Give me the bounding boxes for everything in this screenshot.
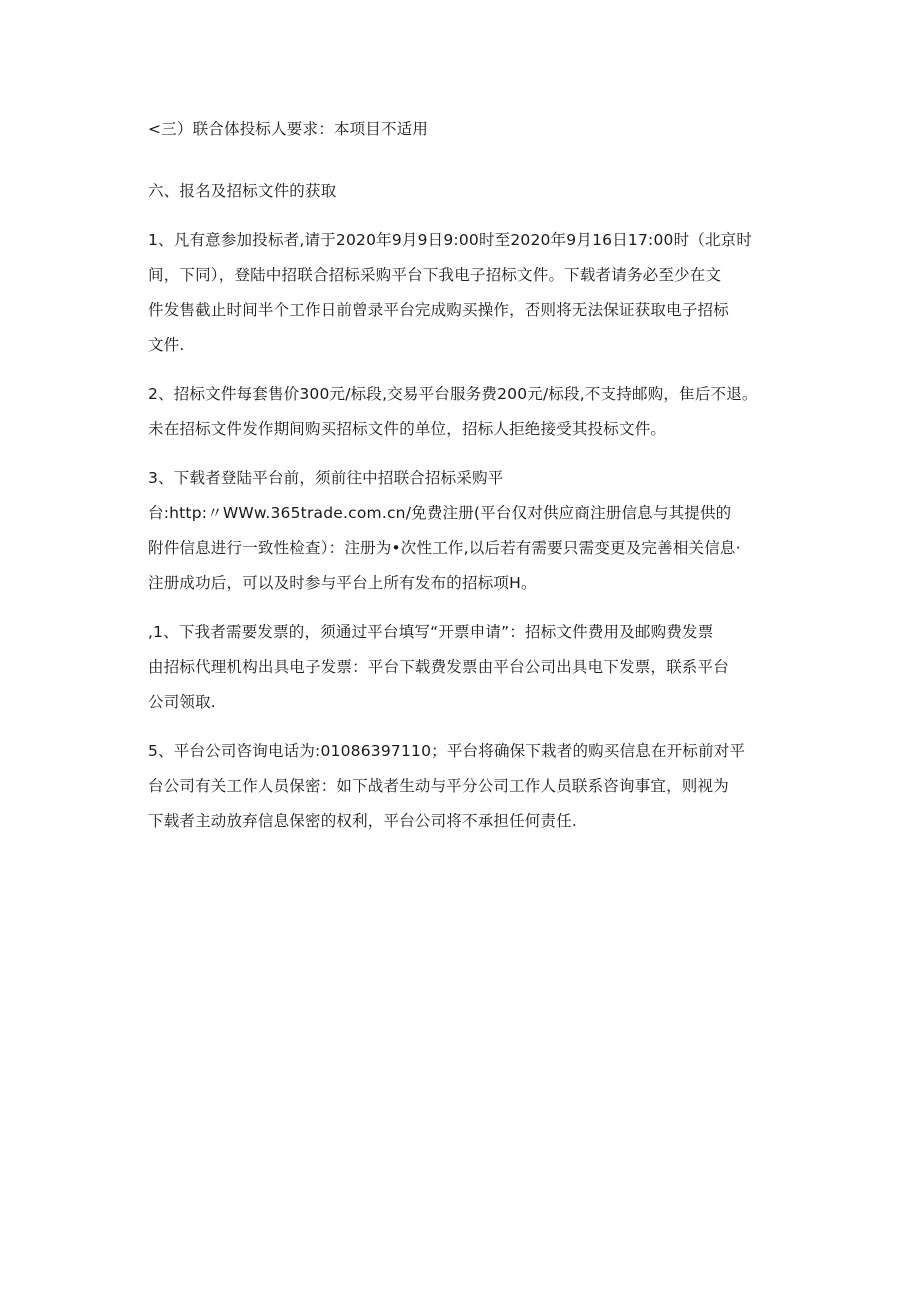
paragraph-line: 台公司有关工作人员保密：如下战者生动与平分公司工作人员联系咨询事宜，则视为 (148, 777, 729, 795)
paragraph-line: 5、平台公司咨询电话为:01086397110；平台将确保下栽者的购买信息在开标前对平 (148, 742, 746, 760)
paragraph-line: 2、招标文件每套售价300元/标段,交易平台服务费200元/标段,不支持邮购，隹后不退。 (148, 385, 758, 403)
paragraph-line: 件发售截止时间半个工作日前曾录平台完成购买操作，否则将无法保证获取电子招标 (148, 301, 729, 319)
paragraph-line: 注册成功后，可以及时参与平台上所有发布的招标项H。 (148, 574, 537, 592)
section-title (148, 174, 788, 209)
paragraph-line: 由招标代理机构出具电子发票：平台下载费发票由平台公司出具电下发票，联系平台 (148, 658, 729, 676)
section-title-text: 六、报名及招标文件的获取 (148, 182, 337, 200)
paragraph-line: 下载者主动放弃信息保密的权利，平台公司将不承担任何责任. (148, 812, 578, 830)
paragraph-line: ,1、下我者需要发票的，须通过平台填写“开票申请”：招标文件费用及邮购费发票 (148, 623, 714, 641)
paragraph-2 (148, 377, 788, 447)
paragraph-4 (148, 615, 788, 720)
paragraph-line: 台:http:〃WWw.365trade.com.cn/免费注册(平台仅对供应商注册信息与其提供的 (148, 504, 732, 522)
paragraph-3 (148, 461, 788, 601)
document-body (148, 112, 788, 839)
paragraph-line: 附件信息进行一致性检查）：注册为•次性工作,以后若有需要只需变更及完善相关信息· (148, 539, 741, 557)
sub-heading (148, 112, 788, 147)
paragraph-line: 间，下同），登陆中招联合招标采购平台下我电子招标文件。下载者请务必至少在文 (148, 266, 722, 284)
paragraph-line: 未在招标文件发作期间购买招标文件的单位，招标人拒绝接受其投标文件。 (148, 420, 667, 438)
paragraph-line: 公司领取. (148, 693, 216, 711)
paragraph-5 (148, 734, 788, 839)
paragraph-1 (148, 223, 788, 363)
paragraph-line: 3、下载者登陆平台前，须前往中招联合招标采购平 (148, 469, 504, 487)
paragraph-line: 文件. (148, 336, 185, 354)
paragraph-line: 1、凡有意参加投标者,请于2020年9月9日9:00时至2020年9月16日17:00时（北京时 (148, 231, 753, 249)
sub-heading-text: <三）联合体投标人要求：本项目不适用 (148, 120, 429, 138)
